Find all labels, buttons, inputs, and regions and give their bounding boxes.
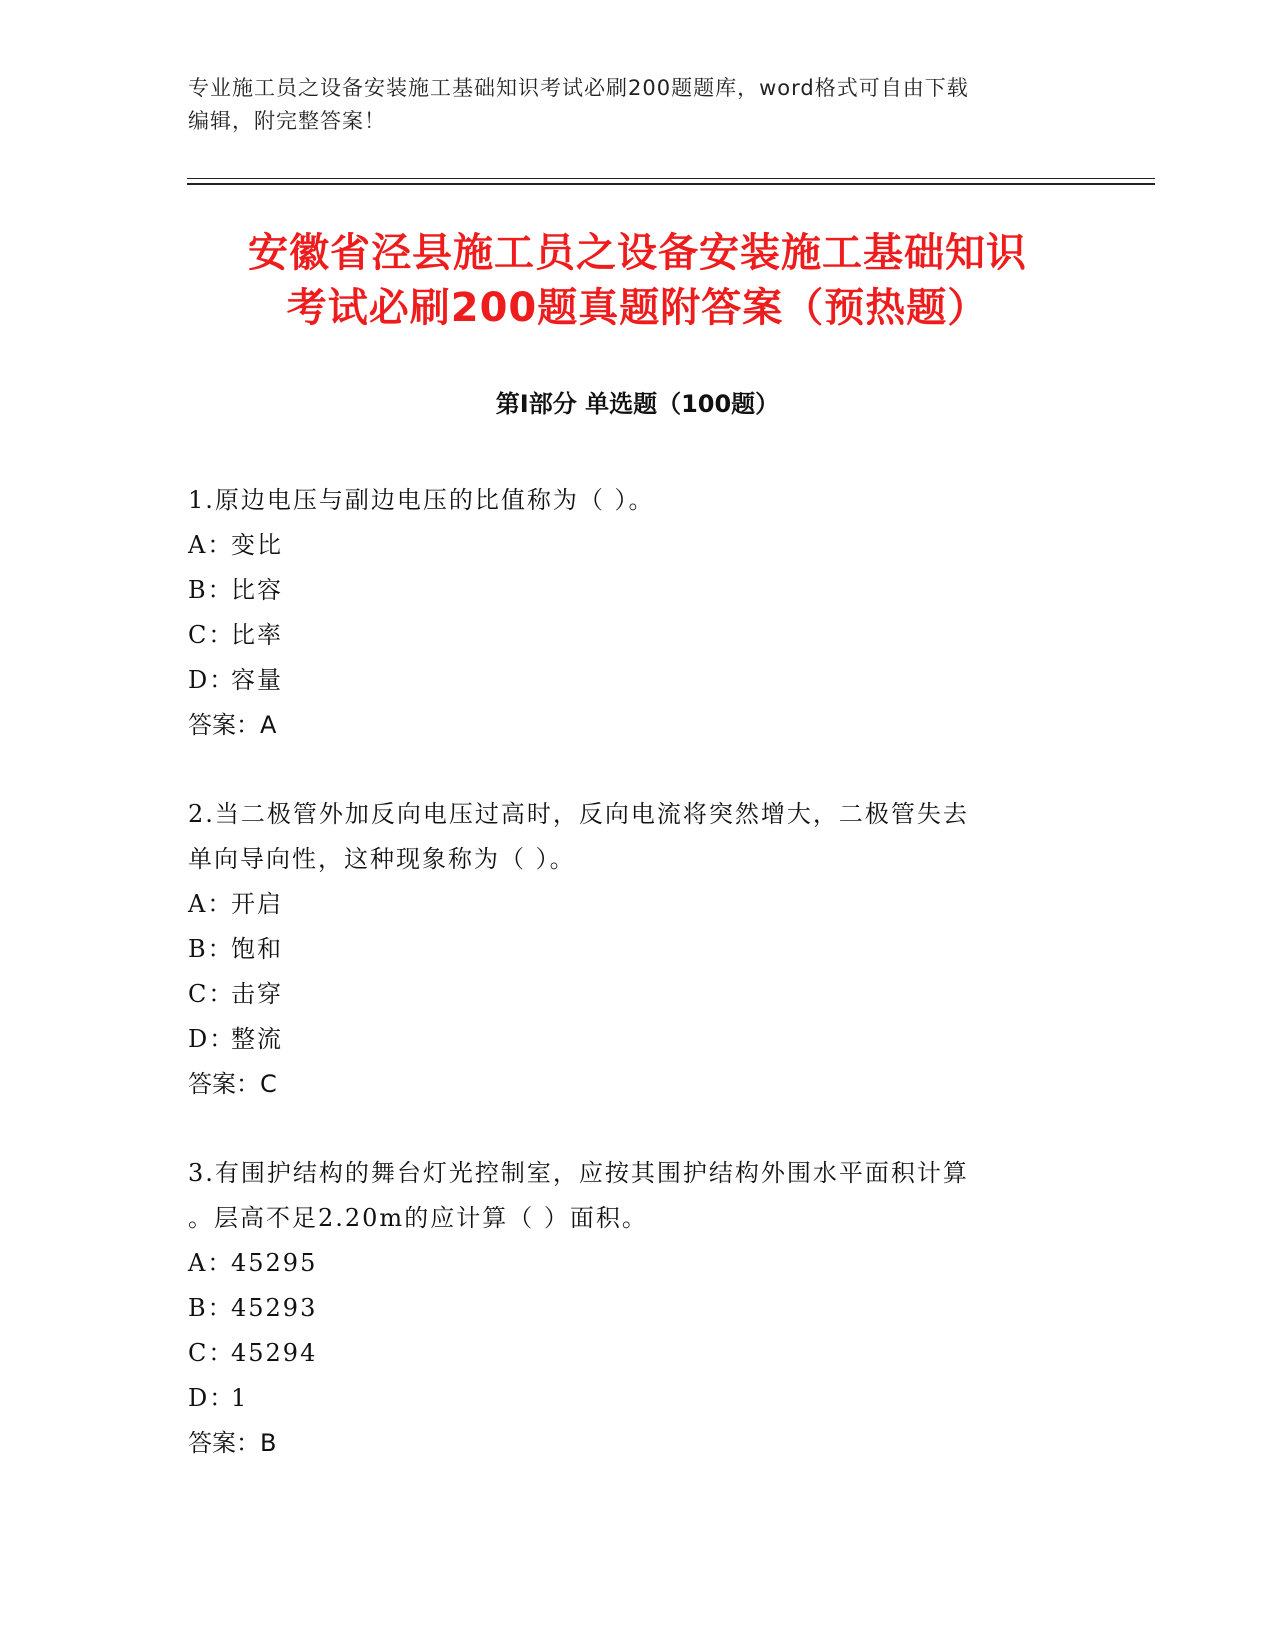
option-key: D： — [188, 666, 236, 694]
answer-label: 答案：B — [188, 1429, 277, 1457]
option-d — [188, 1017, 1068, 1062]
document-title — [160, 226, 1115, 336]
option-key: A： — [188, 890, 234, 918]
option-text: 45294 — [231, 1339, 318, 1367]
option-text: 整流 — [231, 1025, 283, 1053]
option-text: 饱和 — [231, 935, 283, 963]
option-a — [188, 1241, 1068, 1286]
option-text: 45293 — [231, 1294, 318, 1322]
question-2 — [188, 792, 1068, 1107]
header-note-line1: 专业施工员之设备安装施工基础知识考试必刷200题题库，word格式可自由下载 — [188, 76, 969, 100]
option-text: 比率 — [231, 621, 283, 649]
option-key: A： — [188, 1249, 234, 1277]
question-stem-line1: 3.有围护结构的舞台灯光控制室，应按其围护结构外围水平面积计算 — [188, 1159, 969, 1187]
question-stem-line1: 2.当二极管外加反向电压过高时，反向电流将突然增大，二极管失去 — [188, 800, 969, 828]
question-stem-line2: 。层高不足2.20m的应计算（ ）面积。 — [188, 1204, 648, 1232]
option-c — [188, 613, 1068, 658]
document-title-line2: 考试必刷200题真题附答案（预热题） — [286, 285, 989, 331]
option-b — [188, 1286, 1068, 1331]
option-key: A： — [188, 531, 234, 559]
option-c — [188, 972, 1068, 1017]
option-key: B： — [188, 576, 234, 604]
question-list — [188, 478, 1068, 1510]
option-text: 容量 — [231, 666, 283, 694]
option-a — [188, 523, 1068, 568]
option-text: 击穿 — [231, 980, 283, 1008]
option-b — [188, 568, 1068, 613]
header-divider-thin — [187, 178, 1155, 179]
option-key: B： — [188, 935, 234, 963]
option-key: D： — [188, 1384, 236, 1412]
option-key: C： — [188, 980, 235, 1008]
header-divider-thick — [187, 183, 1155, 185]
option-b — [188, 927, 1068, 972]
option-d — [188, 1376, 1068, 1421]
header-note — [188, 72, 1088, 138]
question-stem-line2: 单向导向性，这种现象称为（ ）。 — [188, 845, 576, 873]
option-text: 1 — [231, 1384, 249, 1412]
option-a — [188, 882, 1068, 927]
question-stem: 1.原边电压与副边电压的比值称为（ ）。 — [188, 486, 655, 514]
option-key: C： — [188, 1339, 235, 1367]
option-key: B： — [188, 1294, 234, 1322]
option-text: 比容 — [231, 576, 283, 604]
header-note-line2: 编辑，附完整答案！ — [188, 109, 386, 133]
option-text: 开启 — [231, 890, 283, 918]
section-title: 第I部分 单选题（100题） — [495, 390, 780, 418]
option-key: C： — [188, 621, 235, 649]
question-3 — [188, 1151, 1068, 1466]
option-text: 变比 — [231, 531, 283, 559]
option-d — [188, 658, 1068, 703]
answer-label: 答案：A — [188, 711, 277, 739]
document-title-line1: 安徽省泾县施工员之设备安装施工基础知识 — [248, 230, 1027, 276]
question-1 — [188, 478, 1068, 748]
option-key: D： — [188, 1025, 236, 1053]
option-c — [188, 1331, 1068, 1376]
answer-label: 答案：C — [188, 1070, 277, 1098]
option-text: 45295 — [231, 1249, 318, 1277]
